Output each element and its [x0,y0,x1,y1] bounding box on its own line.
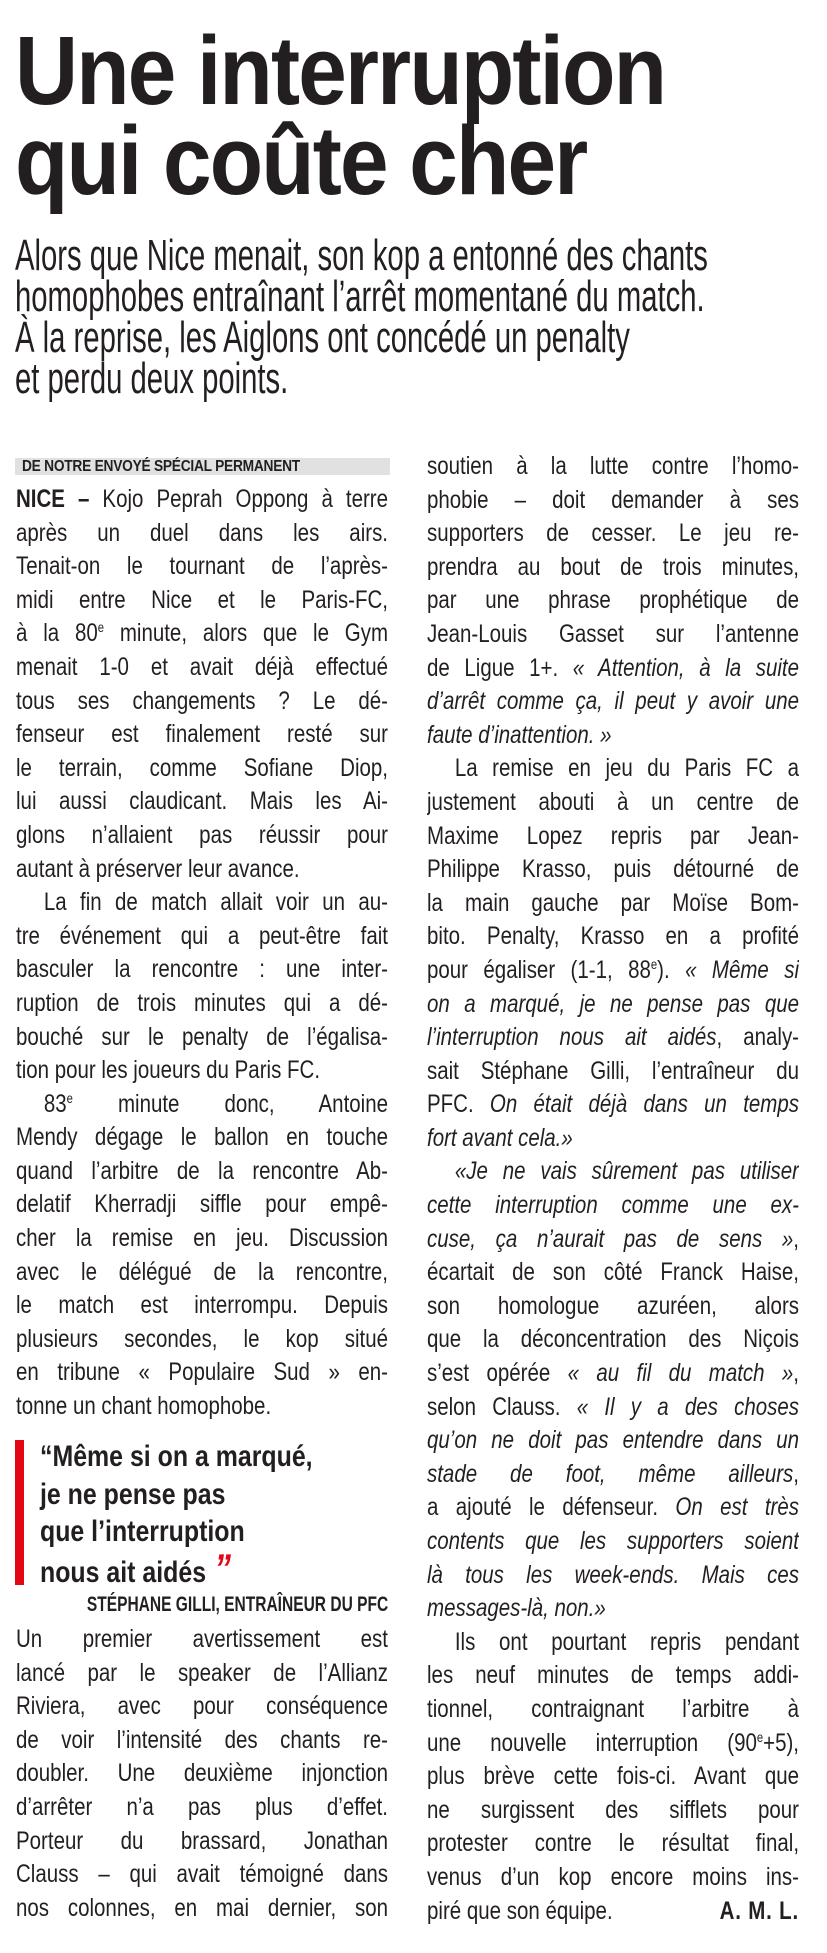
headline-line-1: Une interruption [15,16,666,125]
quoted-text: stade de foot, même ailleurs [427,1459,794,1488]
body-line [16,1390,388,1424]
body-line [427,786,799,820]
body-text: d’arrêter n’a pas plus d’effet. [16,1792,389,1821]
dateline: NICE – [16,485,90,513]
body-text: , [793,1359,800,1388]
body-text: glons n’allaient pas réussir pour [16,820,389,849]
body-text: le terrain, comme Sofiane Diop, [16,753,389,782]
body-line [16,617,388,651]
body-line [427,1256,799,1290]
body-line [16,987,388,1021]
body-line [427,752,799,786]
quoted-text: là tous les week-ends. Mais ces [427,1560,800,1589]
body-line [16,953,388,987]
body-text: les neuf minutes de temps addi- [427,1661,800,1690]
body-text: prendra au bout de trois minutes, [427,552,800,581]
body-line [427,1155,799,1189]
body-line [16,1289,388,1323]
body-text: , analy- [716,1023,800,1052]
body-line [16,853,388,887]
body-line [427,1021,799,1055]
headline-line-2: qui coûte cher [15,106,587,215]
body-line [427,1559,799,1593]
pull-quote-attribution: STÉPHANE GILLI, ENTRAÎNEUR DU PFC [86,1593,388,1616]
pull-quote-text: nous ait aidés [40,1555,207,1589]
body-line [16,819,388,853]
body-line [427,1626,799,1660]
body-text: piré que son équipe. [427,1896,613,1925]
subhead-line: À la reprise, les Aiglons ont concédé un penalty [15,313,630,362]
body-line [427,685,799,719]
body-line [16,1188,388,1222]
body-line [427,652,799,686]
body-line [16,785,388,819]
body-text: son homologue azuréen, alors [427,1291,800,1320]
pull-quote-line [40,1438,313,1476]
body-text: a ajouté le défenseur. [427,1493,676,1522]
body-line [427,1861,799,1895]
body-line [427,1659,799,1693]
body-text: que la déconcentration des Niçois [427,1325,800,1354]
body-line [16,685,388,719]
quoted-text: « Attention, à la suite [572,653,800,682]
body-line [16,1323,388,1357]
subhead-line: et perdu deux points. [15,354,289,403]
quoted-text: « Même si [685,955,800,984]
body-line [16,718,388,752]
body-line [427,1827,799,1861]
body-text: le match est interrompu. Depuis [16,1291,389,1320]
body-text: tonne un chant homophobe. [16,1392,272,1421]
body-line [427,853,799,887]
column-left-bottom [16,1623,388,1925]
body-line [427,1727,799,1761]
body-text: nos colonnes, en mai dernier, son [16,1893,389,1922]
body-line [16,1121,388,1155]
body-line [427,1323,799,1357]
body-text: Ils ont pourtant repris pendant [454,1627,800,1656]
body-text: Porteur du brassard, Jonathan [16,1826,389,1855]
body-text: autant à préserver leur avance. [16,854,300,883]
ordinal-suffix: e [650,956,658,972]
body-text: doubler. Une deuxième injonction [16,1759,389,1788]
body-text: quand l’arbitre de la rencontre Ab- [16,1156,389,1185]
pull-quote-line: je ne pense pas [40,1477,226,1511]
body-text: tre événement qui a peut-être fait [16,921,389,950]
body-text: fenseur est finalement resté sur [16,720,389,749]
body-line [427,1424,799,1458]
body-text: par une phrase prophétique de [427,586,800,615]
body-text: venus d’un kop encore moins ins- [427,1862,800,1891]
body-line [16,517,388,551]
body-text: , [793,1224,800,1253]
body-text: tion pour les joueurs du Paris FC. [16,1056,321,1085]
quoted-text: contents que les supporters soient [427,1527,800,1555]
body-text: delatif Kherradji siffle pour empê- [16,1190,389,1219]
body-text: midi entre Nice et le Paris-FC, [16,585,389,614]
body-line [427,1794,799,1828]
body-text: justement abouti à un centre de [427,787,800,816]
body-text: lancé par le speaker de l’Allianz [16,1658,389,1687]
body-text: la main gauche par Moïse Bom- [427,888,800,917]
body-text: menait 1-0 et avait déjà effectué [16,652,389,681]
body-text: tous ses changements ? Le dé- [16,686,389,715]
subheadline [15,231,708,403]
body-text: après un duel dans les airs. [16,518,389,547]
body-line [427,1693,799,1727]
body-text: cher la remise en jeu. Discussion [16,1224,389,1253]
body-text: protester contre le résultat final, [427,1829,800,1858]
body-line [427,1760,799,1794]
body-line [427,1189,799,1223]
body-text: avec le délégué de la rencontre, [16,1257,389,1286]
body-line [16,1757,388,1791]
body-line [16,1791,388,1825]
body-text: pour égaliser (1-1, 88 [427,955,651,984]
body-line [16,483,388,517]
quoted-text: faute d’inattention. » [427,720,612,749]
body-text: lui aussi claudicant. Mais les Ai- [16,787,389,816]
body-line [427,1357,799,1391]
body-line [427,1391,799,1425]
body-line [16,1623,388,1657]
kicker-text: DE NOTRE ENVOYÉ SPÉCIAL PERMANENT [22,458,300,475]
body-text: s’est opérée [427,1359,568,1388]
body-text: phobie – doit demander à ses [427,485,800,514]
quoted-text: qu’on ne doit pas entendre dans un [427,1426,800,1455]
body-line [427,1895,799,1929]
body-text: une nouvelle interruption (90 [427,1728,757,1757]
byline-kicker [15,458,390,475]
body-text: , [793,1459,800,1488]
body-text: ). [657,955,686,984]
body-line [16,1690,388,1724]
body-line [16,1825,388,1859]
column-right [427,450,799,1928]
quoted-text: messages-là, non.» [427,1594,606,1623]
body-text: Jean-Louis Gasset sur l’antenne [427,619,800,648]
body-text: minute donc, Antoine [72,1089,389,1118]
body-text: La remise en jeu du Paris FC a [454,754,800,783]
body-text: minute, alors que le Gym [104,619,389,648]
open-quote-mark: “ [40,1440,53,1473]
body-line [16,651,388,685]
body-line [427,1525,799,1559]
pull-quote [40,1438,313,1591]
body-text: en tribune « Populaire Sud » en- [16,1358,389,1387]
pull-quote-line: que l’interruption [40,1515,245,1548]
body-line [16,920,388,954]
body-line [427,954,799,988]
body-line [427,1223,799,1257]
body-text: de voir l’intensité des chants re- [16,1725,389,1754]
body-text: Tenait-on le tournant de l’après- [16,552,389,581]
close-quote-mark: ” [214,1546,228,1591]
body-line [16,1356,388,1390]
pull-quote-text: Même si on a marqué, [52,1440,313,1473]
quoted-text: cuse, ça n’aurait pas de sens » [427,1224,794,1253]
body-text: +5), [763,1728,800,1757]
body-text: supporters de cesser. Le jeu re- [427,519,800,548]
body-text: plus brève cette fois-ci. Avant que [427,1762,800,1791]
body-text: écartait de son côté Franck Haise, [427,1258,800,1287]
body-text: selon Clauss. [427,1392,577,1421]
body-text: bito. Penalty, Krasso en a profité [427,922,800,951]
body-line [427,618,799,652]
body-line [16,1724,388,1758]
body-line [16,752,388,786]
pull-quote-bar [15,1440,24,1585]
quoted-text: On était déjà dans un temps [489,1090,799,1119]
body-text: soutien à la lutte contre l’homo- [427,452,800,480]
column-left-top [16,483,388,1424]
body-line [427,719,799,753]
author-signature: A. M. L. [719,1896,800,1925]
quoted-text: cette interruption comme une ex- [427,1191,800,1220]
body-line [16,1892,388,1926]
body-line [16,886,388,920]
body-line [16,1021,388,1055]
body-line [427,551,799,585]
pull-quote-line [40,1546,313,1591]
body-line [427,517,799,551]
body-line [427,820,799,854]
quoted-text: l’interruption nous ait aidés [427,1023,717,1052]
body-text: Kojo Peprah Oppong à terre [89,485,389,513]
subhead-line: Alors que Nice menait, son kop a entonné des chants [15,231,708,280]
body-text: de Ligue 1+. [427,653,573,682]
quoted-text: « Il y a des choses [576,1392,800,1421]
body-line [16,1054,388,1088]
body-line [16,1088,388,1122]
body-line [16,1657,388,1691]
body-line [16,1155,388,1189]
ordinal-suffix: e [66,1090,73,1106]
body-text: basculer la rencontre : une inter- [16,955,389,984]
body-line [16,1256,388,1290]
body-line [427,450,799,484]
body-line [16,1858,388,1892]
body-text: ruption de trois minutes qui a dé- [16,988,389,1017]
body-line [427,1055,799,1089]
ordinal-suffix: e [97,620,105,636]
body-line [427,988,799,1022]
body-line [16,1222,388,1256]
body-text: PFC. [427,1090,490,1119]
body-text: Philippe Krasso, puis détourné de [427,855,800,884]
body-text: à la 80 [16,619,98,648]
body-text: Maxime Lopez repris par Jean- [427,821,800,850]
body-line [427,887,799,921]
body-text: Riviera, avec pour conséquence [16,1692,389,1721]
body-line [427,584,799,618]
body-line [16,584,388,618]
body-line [427,920,799,954]
body-text: plusieurs secondes, le kop situé [16,1324,389,1353]
body-text: ne surgissent des sifflets pour [427,1795,800,1824]
body-line [16,550,388,584]
quoted-text: On est très [675,1493,800,1522]
body-text: Clauss – qui avait témoigné dans [16,1860,389,1889]
body-text: sait Stéphane Gilli, l’entraîneur du [427,1056,800,1085]
body-text: Un premier avertissement est [16,1625,389,1653]
quoted-text: on a marqué, je ne pense pas que [427,989,800,1018]
body-text: La fin de match allait voir un au- [43,888,389,917]
ordinal-suffix: e [756,1729,764,1745]
body-text: tionnel, contraignant l’arbitre à [427,1694,800,1723]
body-line [427,1592,799,1626]
quoted-text: fort avant cela.» [427,1123,573,1152]
body-line [427,1122,799,1156]
body-line [427,1290,799,1324]
body-line [427,1088,799,1122]
subhead-line: homophobes entraînant l’arrêt momentané du match. [15,272,705,321]
body-line [427,1491,799,1525]
body-text: Mendy dégage le ballon en touche [16,1123,389,1152]
quoted-text: d’arrêt comme ça, il peut y avoir une [427,687,800,716]
body-text: bouché sur le penalty de l’égalisa- [16,1022,389,1051]
body-text: 83 [43,1089,67,1118]
quoted-text: « au fil du match » [567,1359,794,1388]
headline [15,16,666,215]
body-line [427,1458,799,1492]
body-line [427,484,799,518]
quoted-text: «Je ne vais sûrement pas utiliser [454,1157,800,1186]
